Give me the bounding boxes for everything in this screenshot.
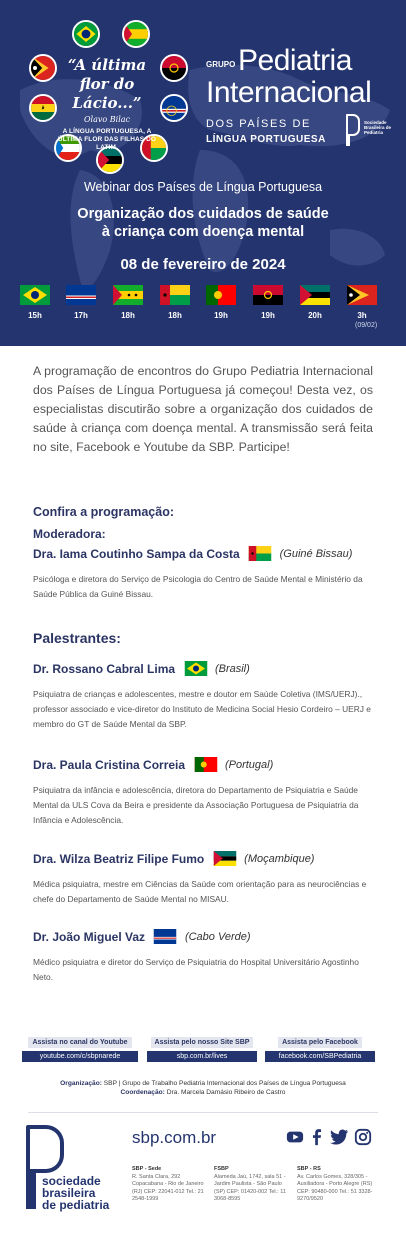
speaker-card	[33, 756, 378, 828]
title-line-2: à criança com doença mental	[101, 224, 305, 240]
speaker-name: Dr. Rossano Cabral Lima	[33, 661, 176, 676]
speaker-name: Dra. Wilza Beatriz Filipe Fumo	[33, 851, 205, 866]
webinar-title	[0, 205, 406, 241]
time-schedule	[20, 285, 388, 335]
schedule-time: 19h	[261, 311, 275, 320]
title-line-1: Organização dos cuidados de saúde	[77, 206, 329, 222]
sbp-logo-text: Sociedade Brasileira de Pediatria	[364, 120, 392, 135]
moderator-heading: Moderadora:	[33, 527, 106, 541]
portugal-flag-icon	[194, 757, 218, 772]
speaker-name: Dra. Paula Cristina Correia	[33, 757, 186, 772]
schedule-time: 3h	[357, 311, 367, 320]
schedule-slot-portugal	[206, 285, 236, 320]
address-title: SBP - RS	[297, 1166, 321, 1172]
event-date: 08 de fevereiro de 2024	[120, 256, 286, 273]
youtube-link[interactable]: youtube.com/c/sbpnarede	[22, 1051, 138, 1062]
schedule-slot-sao-tome	[113, 285, 143, 320]
speakers-heading: Palestrantes:	[33, 630, 121, 646]
hero-banner	[0, 0, 406, 346]
instagram-icon[interactable]	[354, 1128, 372, 1146]
address-sede	[132, 1166, 210, 1204]
guinea-bissau-flag-icon	[248, 546, 272, 561]
sbp-footer-logo	[24, 1125, 114, 1225]
speaker-bio: Médica psiquiatra, mestre em Ciências da Saúde com orientação para as neurociências e chefe do Departamento de Saúde Mental no MISAU.	[33, 879, 367, 904]
moderator-name: Dra. Iama Coutinho Sampa da Costa	[33, 546, 240, 561]
angola-flag-icon	[253, 285, 283, 305]
speaker-name: Dr. João Miguel Vaz	[33, 929, 146, 944]
schedule-slot-guinea-bissau	[160, 285, 190, 320]
moderator-country: (Guiné Bissau)	[279, 547, 353, 560]
angola-flag-icon	[160, 54, 188, 82]
coord-label: Coordenação:	[120, 1089, 165, 1096]
portugal-flag-icon	[206, 285, 236, 305]
social-icons	[286, 1128, 374, 1148]
address-rs	[297, 1166, 375, 1204]
schedule-time: 18h	[121, 311, 135, 320]
brand-internacional: Internacional	[206, 76, 372, 109]
mozambique-flag-icon	[213, 851, 237, 866]
address-fsbp	[214, 1166, 292, 1204]
schedule-slot-mozambique	[300, 285, 330, 320]
schedule-slot-cape-verde	[66, 285, 96, 320]
youtube-watch-button[interactable]	[22, 1031, 138, 1062]
org-text: SBP | Grupo de Trabalho Pediatria Internacional dos Países de Língua Portuguesa	[103, 1080, 346, 1087]
sao-tome-flag-icon	[122, 20, 150, 48]
org-label: Organização:	[60, 1080, 102, 1087]
schedule-time: 15h	[28, 311, 42, 320]
quote-subtitle: A LÍNGUA PORTUGUESA, A ÚLTIMA FLOR DAS FILHAS DO LATIM.	[57, 128, 157, 151]
schedule-time: 18h	[168, 311, 182, 320]
moderator-card	[33, 545, 378, 602]
address-title: SBP - Sede	[132, 1166, 162, 1172]
facebook-link[interactable]: facebook.com/SBPediatria	[265, 1051, 375, 1062]
timor-leste-flag-icon	[347, 285, 377, 305]
schedule-slot-brazil	[20, 285, 50, 320]
twitter-icon[interactable]	[328, 1128, 350, 1146]
logo-line-3: de pediatria	[42, 1198, 110, 1212]
speaker-card	[33, 850, 378, 907]
webinar-subtitle: Webinar dos Países de Língua Portuguesa	[83, 180, 323, 194]
moderator-bio: Psicóloga e diretora do Serviço de Psicologia do Centro de Saúde Mental e Ministério da Saúde Pública da Guiné Bissau.	[33, 574, 363, 599]
site-watch-button[interactable]	[147, 1031, 257, 1062]
brand-grupo: GRUPO	[206, 60, 236, 69]
brand-dos-paises: DOS PAÍSES DE	[206, 118, 311, 130]
site-link-footer[interactable]: sbp.com.br	[132, 1128, 217, 1147]
speaker-card	[33, 660, 378, 732]
intro-paragraph: A programação de encontros do Grupo Pediatria Internacional dos Países de Língua Portuguesa já começou! Desta vez, os especialistas discutirão sobre a organização dos cuidados de saúde à criança com doença mental. A transmissão será feita no site, Facebook e Youtube da SBP. Participe!	[33, 364, 373, 454]
site-watch-label: Assista pelo nosso Site SBP	[151, 1037, 254, 1048]
schedule-time: 17h	[74, 311, 88, 320]
speaker-bio: Psiquiatra de crianças e adolescentes, mestre e doutor em Saúde Coletiva (IMS/UERJ)., professor associado e vice-diretor do Instituto de Medicina Social Hesio Cordeiro – UERJ e membro do GT de Saúde Mental da SBP.	[33, 689, 371, 729]
schedule-time: 20h	[308, 311, 322, 320]
sbp-logo-icon	[346, 114, 392, 146]
quote-author: Olavo Bilac	[83, 115, 130, 124]
guinea-bissau-flag-icon	[160, 285, 190, 305]
schedule-note: (09/02)	[355, 322, 378, 329]
brazil-flag-icon	[184, 661, 208, 676]
cape-verde-flag-icon	[66, 285, 96, 305]
youtube-watch-label: Assista no canal do Youtube	[28, 1037, 131, 1048]
speaker-country: (Cabo Verde)	[184, 930, 251, 943]
speaker-country: (Moçambique)	[244, 852, 315, 865]
brazil-flag-icon	[20, 285, 50, 305]
site-link[interactable]: sbp.com.br/lives	[147, 1051, 257, 1062]
schedule-slot-angola	[253, 285, 283, 320]
program-heading: Confira a programação:	[33, 505, 175, 519]
footer-divider	[28, 1112, 378, 1113]
organization-credits	[0, 1079, 406, 1097]
cape-verde-flag-icon	[153, 929, 177, 944]
quote-text: “A última flor do Lácio...”	[67, 56, 147, 112]
cape-verde-flag-icon	[160, 94, 188, 122]
speaker-bio: Médico psiquiatra e diretor do Serviço de Psiquiatria do Hospital Universitário Agostinho Neto.	[33, 957, 359, 982]
mozambique-flag-icon	[300, 285, 330, 305]
facebook-watch-button[interactable]	[265, 1031, 375, 1062]
brazil-flag-icon	[72, 20, 100, 48]
speaker-country: (Portugal)	[224, 758, 274, 771]
address-text: Av. Carlos Gomes, 328/305 - Auxiliadora - Porto Alegre (RS) CEP: 90480-000 Tel.: 51 3328-9270/9520	[297, 1173, 373, 1202]
address-title: FSBP	[214, 1166, 229, 1172]
brand-lingua: LÍNGUA PORTUGUESA	[206, 134, 326, 145]
schedule-slot-timor-leste	[347, 285, 377, 320]
speaker-country: (Brasil)	[214, 662, 250, 675]
brand-pediatria: Pediatria	[238, 44, 352, 77]
speaker-bio: Psiquiatra da infância e adolescência, diretora do Departamento de Psiquiatria e Saúde Mental da ULS Cova da Beira e presidente da Associação Portuguesa de Psiquiatria da Infância e Adolescência.	[33, 785, 359, 825]
coord-text: Dra. Marcela Damásio Ribeiro de Castro	[166, 1089, 286, 1096]
facebook-icon[interactable]	[308, 1128, 326, 1146]
logo-line-2: brasileira	[42, 1186, 96, 1200]
youtube-icon[interactable]	[286, 1128, 304, 1146]
address-text: R. Santa Clara, 292 Copacabana - Rio de Janeiro (RJ) CEP: 22041-012 Tel.: 21 2548-1999	[132, 1173, 204, 1202]
speaker-card	[33, 928, 378, 985]
quote-block	[52, 56, 162, 152]
sao-tome-flag-icon	[113, 285, 143, 305]
address-text: Alameda Jaú, 1742, sala 51 - Jardim Paulista - São Paulo (SP) CEP: 01420-002 Tel.: 11 3068-8595	[214, 1173, 286, 1202]
facebook-watch-label: Assista pelo Facebook	[278, 1037, 362, 1048]
logo-line-1: sociedade	[42, 1174, 101, 1188]
schedule-time: 19h	[214, 311, 228, 320]
